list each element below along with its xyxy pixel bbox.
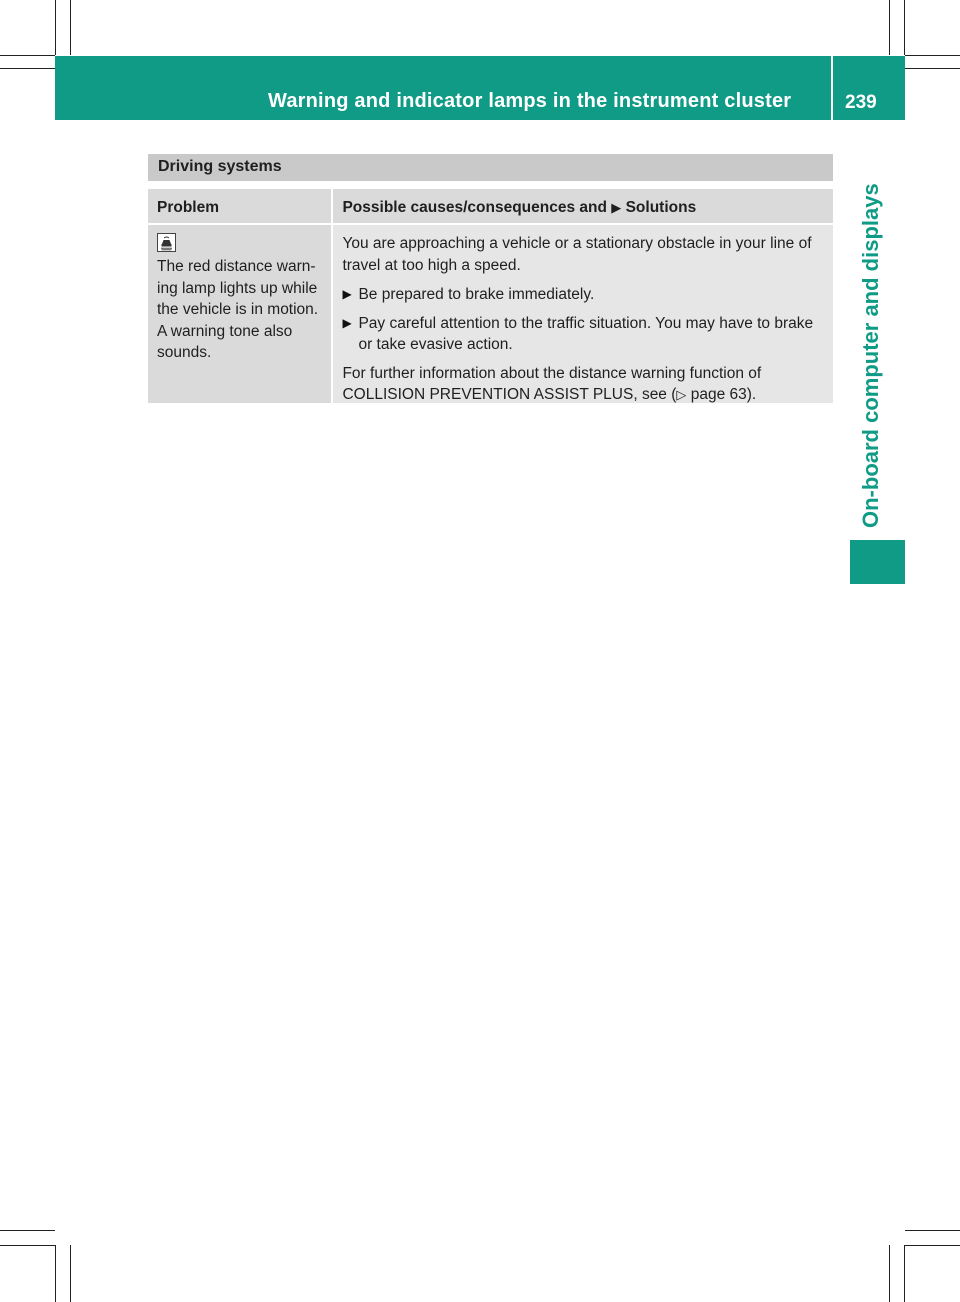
header-divider bbox=[831, 56, 833, 120]
further-info bbox=[342, 363, 827, 406]
column-header-problem: Problem bbox=[157, 199, 220, 216]
problem-description: The red distance warn-ing lamp lights up while the vehicle is in motion. A warning tone also sounds. bbox=[157, 258, 319, 361]
crop-mark bbox=[70, 1245, 71, 1302]
crop-mark bbox=[55, 1245, 56, 1302]
thumb-tab bbox=[850, 540, 905, 584]
column-header-solutions-suffix: Solutions bbox=[625, 199, 697, 216]
crop-mark bbox=[0, 1245, 55, 1246]
crop-mark bbox=[0, 1230, 55, 1231]
crop-mark bbox=[889, 0, 890, 55]
crop-mark bbox=[905, 68, 960, 69]
header-title: Warning and indicator lamps in the instrument cluster bbox=[268, 90, 792, 112]
crop-mark bbox=[904, 1245, 905, 1302]
crop-mark bbox=[905, 1230, 960, 1231]
bullet-arrow-icon: ▶ bbox=[342, 315, 352, 330]
crop-mark bbox=[0, 68, 55, 69]
crop-mark bbox=[70, 0, 71, 55]
header-cell-problem bbox=[148, 189, 331, 223]
side-chapter-label: On-board computer and displays bbox=[858, 183, 883, 528]
solutions-cell bbox=[333, 225, 833, 403]
problem-cell bbox=[148, 225, 331, 403]
warning-table bbox=[148, 189, 833, 403]
cause-description: You are approaching a vehicle or a stationary obstacle in your line of travel at too high a speed. bbox=[342, 235, 812, 274]
table-header-row bbox=[148, 189, 833, 223]
bullet-text: Be prepared to brake immediately. bbox=[358, 286, 595, 303]
crop-mark bbox=[889, 1245, 890, 1302]
section-title-bar bbox=[148, 154, 833, 181]
further-info-text: For further information about the distance warning function of COLLISION PREVENTION ASSIST PLUS, see ( bbox=[342, 364, 762, 403]
crop-mark bbox=[905, 55, 960, 56]
list-item bbox=[342, 313, 827, 356]
crop-mark bbox=[904, 0, 905, 55]
crop-mark bbox=[905, 1245, 960, 1246]
distance-warning-lamp-icon bbox=[157, 233, 176, 252]
bullet-text: Pay careful attention to the traffic situation. You may have to brake or take evasive action. bbox=[358, 314, 814, 353]
page-reference-link[interactable]: page 63). bbox=[686, 386, 757, 403]
list-item bbox=[342, 284, 827, 306]
crop-mark bbox=[55, 0, 56, 55]
column-header-solutions bbox=[342, 189, 833, 217]
table-row bbox=[148, 225, 833, 403]
column-header-solutions-prefix: Possible causes/consequences and bbox=[342, 199, 607, 216]
page-ref-arrow-icon: ▷ bbox=[676, 387, 687, 402]
bullet-arrow-icon: ▶ bbox=[342, 287, 352, 301]
section-title: Driving systems bbox=[158, 158, 282, 175]
solution-arrow-icon: ▶ bbox=[611, 200, 622, 215]
header-cell-solutions bbox=[333, 189, 833, 223]
crop-mark bbox=[0, 55, 55, 56]
page-number: 239 bbox=[845, 92, 877, 113]
